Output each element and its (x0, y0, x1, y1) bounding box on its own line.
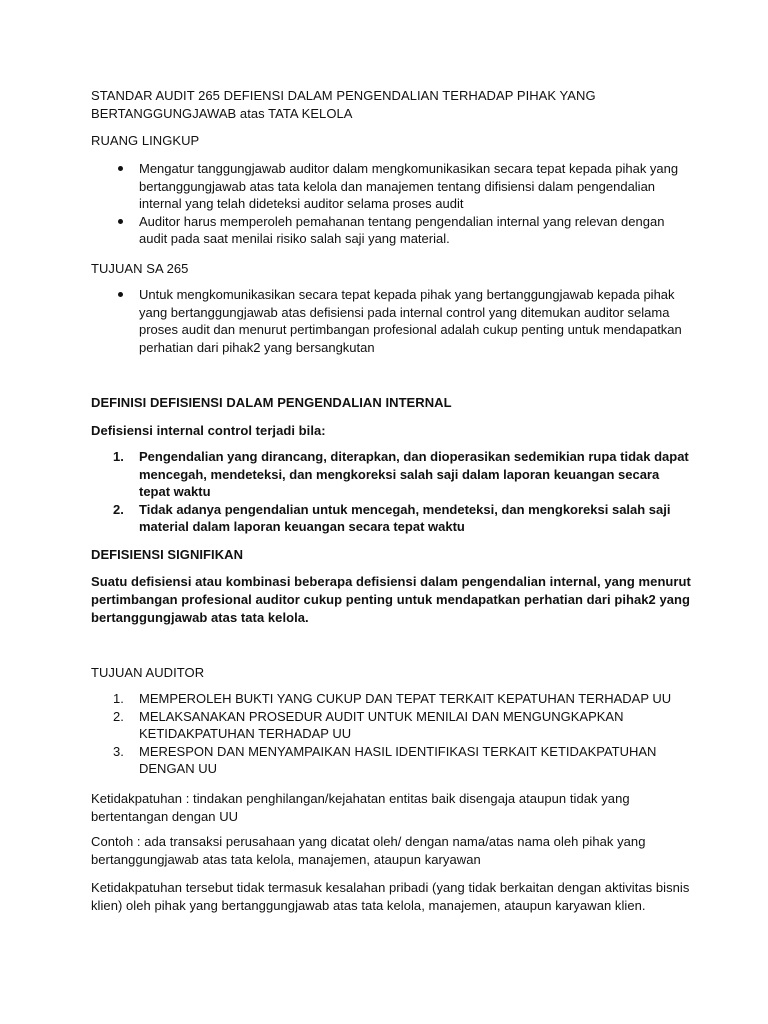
bullet-icon (118, 219, 123, 224)
list-item: Untuk mengkomunikasikan secara tepat kepada pihak yang bertanggungjawab kepada pihak yang bertanggungjawab atas defisiensi pada internal control yang ditemukan auditor selama proses audit dan menurut pertimbangan profesional adalah cukup penting untuk mendapatkan perhatian dari pihak2 yang bersangkutan (91, 286, 691, 356)
title-line-1: STANDAR AUDIT 265 DEFIENSI DALAM PENGENDALIAN TERHADAP PIHAK YANG (91, 88, 596, 103)
definisi-intro: Defisiensi internal control terjadi bila: (91, 423, 326, 438)
heading-tujuan-sa: TUJUAN SA 265 (91, 261, 189, 276)
definisi-list (91, 448, 691, 536)
list-number: 3. (113, 743, 124, 759)
heading-ruang-lingkup: RUANG LINGKUP (91, 133, 200, 148)
ruang-lingkup-list (91, 160, 691, 248)
list-number: 2. (113, 708, 124, 724)
list-number: 2. (113, 501, 124, 517)
title-line-2: BERTANGGUNGJAWAB atas TATA KELOLA (91, 106, 353, 121)
list-item: 2. Tidak adanya pengendalian untuk mencegah, mendeteksi, dan mengkoreksi salah saji material dalam laporan keuangan secara tepat waktu (113, 501, 671, 534)
list-item: Mengatur tanggungjawab auditor dalam mengkomunikasikan secara tepat kepada pihak yang bertanggungjawab atas tata kelola dan manajemen tentang difisiensi dalam pengendalian internal yang telah dideteksi auditor selama proses audit (91, 160, 691, 213)
list-number: 1. (113, 691, 124, 706)
heading-signifikan: DEFISIENSI SIGNIFIKAN (91, 547, 244, 562)
bullet-icon (118, 292, 123, 297)
signifikan-paragraph: Suatu defisiensi atau kombinasi beberapa defisiensi dalam pengendalian internal, yang menurut pertimbangan profesional auditor cukup penting untuk mendapatkan perhatian dari pihak2 yang bertanggungjawab atas tata kelola. (91, 574, 691, 625)
heading-definisi: DEFINISI DEFISIENSI DALAM PENGENDALIAN INTERNAL (91, 395, 452, 410)
contoh-paragraph: Contoh : ada transaksi perusahaan yang dicatat oleh/ dengan nama/atas nama oleh pihak yang bertanggungjawab atas tata kelola, manajemen, ataupun karyawan (91, 834, 646, 867)
heading-tujuan-auditor: TUJUAN AUDITOR (91, 665, 205, 680)
list-item: 1. MEMPEROLEH BUKTI YANG CUKUP DAN TEPAT TERKAIT KEPATUHAN TERHADAP UU (113, 691, 672, 706)
list-item: 2. MELAKSANAKAN PROSEDUR AUDIT UNTUK MENILAI DAN MENGUNGKAPKAN KETIDAKPATUHAN TERHADAP UU (113, 708, 624, 741)
ketidakpatuhan-paragraph: Ketidakpatuhan : tindakan penghilangan/kejahatan entitas baik disengaja ataupun tidak yang bertentangan dengan UU (91, 791, 630, 824)
list-item: 3. MERESPON DAN MENYAMPAIKAN HASIL IDENTIFIKASI TERKAIT KETIDAKPATUHAN DENGAN UU (113, 743, 657, 776)
list-item: Auditor harus memperoleh pemahanan tentang pengendalian internal yang relevan dengan audit pada saat menilai risiko salah saji yang material. (91, 213, 691, 248)
bullet-icon (118, 166, 123, 171)
tidak-termasuk-paragraph: Ketidakpatuhan tersebut tidak termasuk kesalahan pribadi (yang tidak berkaitan dengan aktivitas bisnis klien) oleh pihak yang bertanggungjawab atas tata kelola, manajemen, ataupun karyawan klien. (91, 880, 690, 913)
list-number: 1. (113, 449, 124, 464)
document-title (91, 87, 691, 123)
tujuan-auditor-list (91, 690, 691, 778)
tujuan-sa-list (91, 286, 691, 356)
list-item: 1. Pengendalian yang dirancang, diterapkan, dan dioperasikan sedemikian rupa tidak dapat mencegah, mendeteksi, dan mengkoreksi salah saji dalam laporan keuangan secara tepat waktu (113, 449, 689, 499)
